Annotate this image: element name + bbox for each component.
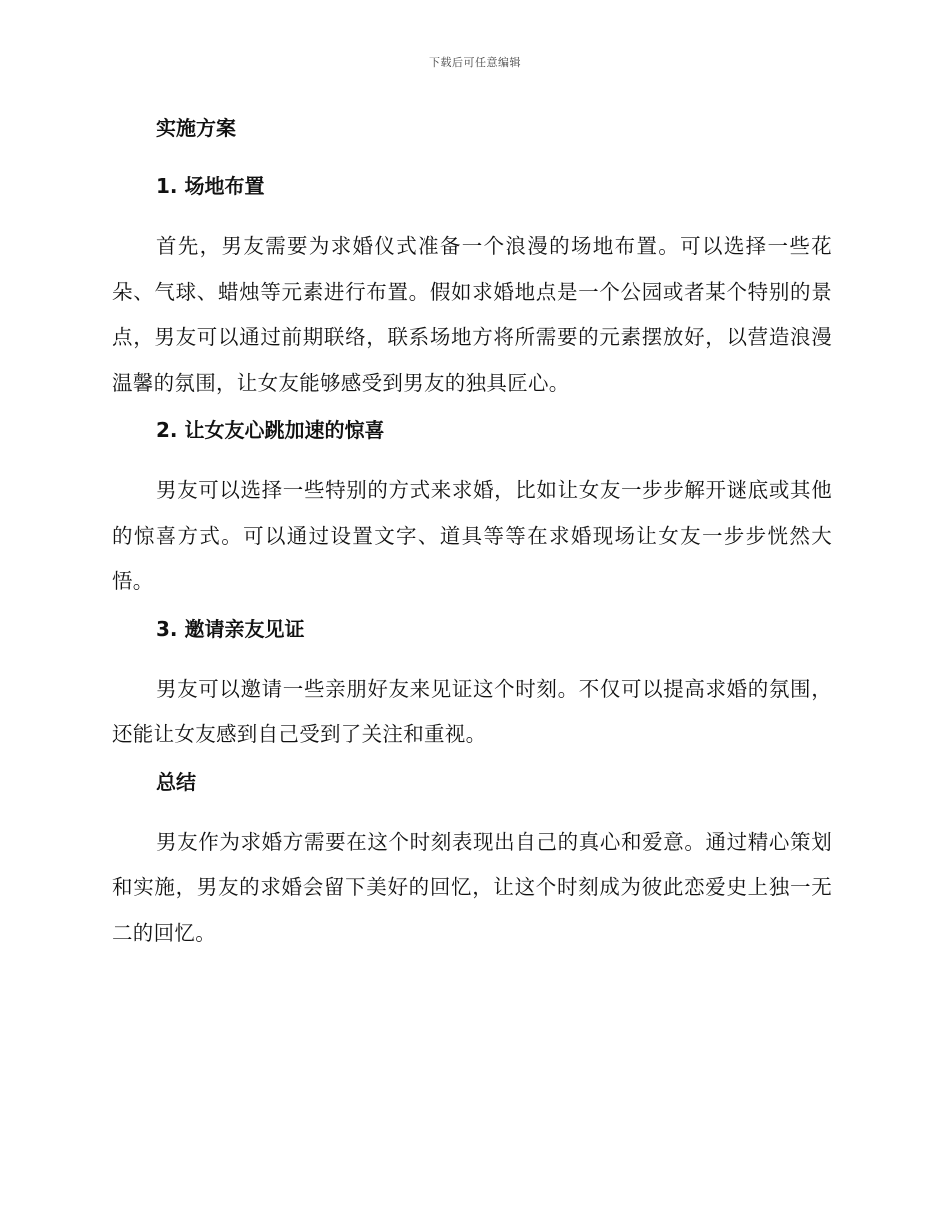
paragraph-summary: 男友作为求婚方需要在这个时刻表现出自己的真心和爱意。通过精心策划和实施，男友的求婚会留下美好的回忆，让这个时刻成为彼此恋爱史上独一无二的回忆。 [112, 829, 832, 945]
section-heading-summary: 总结 [156, 769, 196, 794]
section-heading-surprise: 2. 让女友心跳加速的惊喜 [156, 418, 385, 442]
paragraph-venue: 首先，男友需要为求婚仪式准备一个浪漫的场地布置。可以选择一些花朵、气球、蜡烛等元素进行布置。假如求婚地点是一个公园或者某个特别的景点，男友可以通过前期联络，联系场地方将所需要的元素摆放好，以营造浪漫温馨的氛围，让女友能够感受到男友的独具匠心。 [112, 234, 832, 395]
paragraph-surprise: 男友可以选择一些特别的方式来求婚，比如让女友一步步解开谜底或其他的惊喜方式。可以通过设置文字、道具等等在求婚现场让女友一步步恍然大悟。 [112, 478, 832, 593]
page-header-note: 下载后可任意编辑 [429, 56, 521, 69]
section-heading-witness: 3. 邀请亲友见证 [156, 616, 305, 641]
paragraph-witness: 男友可以邀请一些亲朋好友来见证这个时刻。不仅可以提高求婚的氛围，还能让女友感到自己受到了关注和重视。 [112, 676, 832, 746]
section-heading-venue: 1. 场地布置 [156, 174, 265, 198]
document-body [112, 110, 832, 956]
section-heading-plan: 实施方案 [156, 116, 236, 140]
